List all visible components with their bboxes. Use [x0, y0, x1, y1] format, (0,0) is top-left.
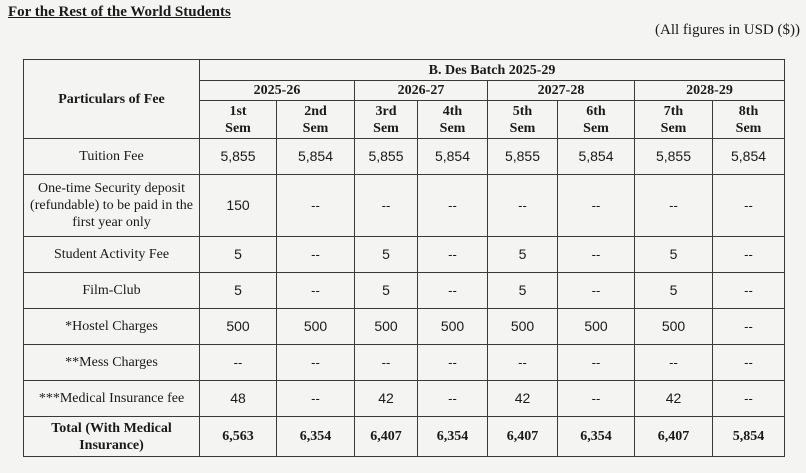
semester-header: 4th Sem: [418, 101, 488, 139]
fee-row: [24, 309, 785, 345]
fee-cell: 500: [418, 309, 488, 345]
fee-cell: 48: [200, 381, 277, 417]
fee-cell: 5,854: [558, 139, 635, 175]
fee-label: ***Medical Insurance fee: [24, 381, 200, 417]
fee-cell: --: [558, 273, 635, 309]
fee-cell: 500: [355, 309, 418, 345]
fee-cell: --: [355, 345, 418, 381]
fee-row: [24, 345, 785, 381]
fee-cell: 5: [355, 273, 418, 309]
fee-cell: 42: [488, 381, 558, 417]
fee-cell: 5,854: [277, 139, 355, 175]
fee-table: [23, 59, 785, 457]
fee-cell: --: [713, 345, 785, 381]
total-label: Total (With Medical Insurance): [24, 417, 200, 457]
total-cell: 6,354: [558, 417, 635, 457]
fee-cell: --: [713, 381, 785, 417]
fee-cell: --: [635, 345, 713, 381]
year-header: 2028-29: [635, 81, 785, 101]
fee-cell: --: [713, 175, 785, 237]
fee-body: [24, 139, 785, 417]
semester-header: 5th Sem: [488, 101, 558, 139]
fee-row: [24, 139, 785, 175]
fee-cell: 42: [635, 381, 713, 417]
fee-cell: 5: [488, 273, 558, 309]
semester-header: 3rd Sem: [355, 101, 418, 139]
fee-row: [24, 273, 785, 309]
fee-cell: --: [713, 237, 785, 273]
fee-cell: 150: [200, 175, 277, 237]
year-header: 2027-28: [488, 81, 635, 101]
page-heading: For the Rest of the World Students: [8, 4, 231, 20]
fee-cell: --: [277, 381, 355, 417]
fee-cell: --: [200, 345, 277, 381]
year-header: 2025-26: [200, 81, 355, 101]
total-row: [24, 417, 785, 457]
fee-cell: --: [418, 381, 488, 417]
header-row-batch: [24, 60, 785, 81]
semester-header: 2nd Sem: [277, 101, 355, 139]
fee-label: Student Activity Fee: [24, 237, 200, 273]
fee-cell: 5,854: [713, 139, 785, 175]
fee-cell: 5: [355, 237, 418, 273]
semester-header: 8th Sem: [713, 101, 785, 139]
year-header: 2026-27: [355, 81, 488, 101]
fee-cell: 500: [277, 309, 355, 345]
total-cell: 6,407: [635, 417, 713, 457]
fee-cell: 5: [200, 273, 277, 309]
total-cell: 6,563: [200, 417, 277, 457]
fee-cell: 500: [635, 309, 713, 345]
fee-cell: 5: [200, 237, 277, 273]
fee-row: [24, 237, 785, 273]
fee-cell: 500: [200, 309, 277, 345]
fee-cell: --: [277, 345, 355, 381]
semester-header: 6th Sem: [558, 101, 635, 139]
fee-cell: 5,855: [635, 139, 713, 175]
fee-cell: 5,855: [355, 139, 418, 175]
batch-header: B. Des Batch 2025-29: [200, 60, 785, 81]
fee-cell: --: [635, 175, 713, 237]
fee-label: *Hostel Charges: [24, 309, 200, 345]
fee-cell: --: [418, 345, 488, 381]
fee-cell: --: [277, 273, 355, 309]
total-cell: 6,407: [355, 417, 418, 457]
fee-row: [24, 175, 785, 237]
fee-cell: 5: [635, 237, 713, 273]
total-cell: 6,407: [488, 417, 558, 457]
semester-header: 1st Sem: [200, 101, 277, 139]
fee-cell: --: [558, 175, 635, 237]
semester-header: 7th Sem: [635, 101, 713, 139]
fee-label: **Mess Charges: [24, 345, 200, 381]
fee-cell: 500: [488, 309, 558, 345]
fee-cell: --: [488, 345, 558, 381]
fee-cell: --: [418, 175, 488, 237]
total-cell: 6,354: [277, 417, 355, 457]
fee-cell: --: [418, 273, 488, 309]
fee-cell: 5: [488, 237, 558, 273]
fee-cell: --: [713, 309, 785, 345]
fee-cell: --: [418, 237, 488, 273]
fee-label: Tuition Fee: [24, 139, 200, 175]
fee-cell: --: [558, 237, 635, 273]
fee-cell: --: [355, 175, 418, 237]
fee-cell: 5,855: [200, 139, 277, 175]
particulars-header: Particulars of Fee: [24, 60, 200, 139]
fee-cell: --: [713, 273, 785, 309]
total-cell: 6,354: [418, 417, 488, 457]
currency-note: (All figures in USD ($)): [655, 22, 800, 38]
fee-cell: --: [558, 381, 635, 417]
fee-cell: --: [558, 345, 635, 381]
total-cell: 5,854: [713, 417, 785, 457]
fee-cell: 5: [635, 273, 713, 309]
fee-cell: --: [277, 175, 355, 237]
fee-cell: --: [488, 175, 558, 237]
fee-cell: 42: [355, 381, 418, 417]
fee-cell: 5,854: [418, 139, 488, 175]
fee-cell: --: [277, 237, 355, 273]
fee-cell: 5,855: [488, 139, 558, 175]
fee-label: One-time Security deposit (refundable) to be paid in the first year only: [24, 175, 200, 237]
fee-label: Film-Club: [24, 273, 200, 309]
fee-cell: 500: [558, 309, 635, 345]
fee-row: [24, 381, 785, 417]
